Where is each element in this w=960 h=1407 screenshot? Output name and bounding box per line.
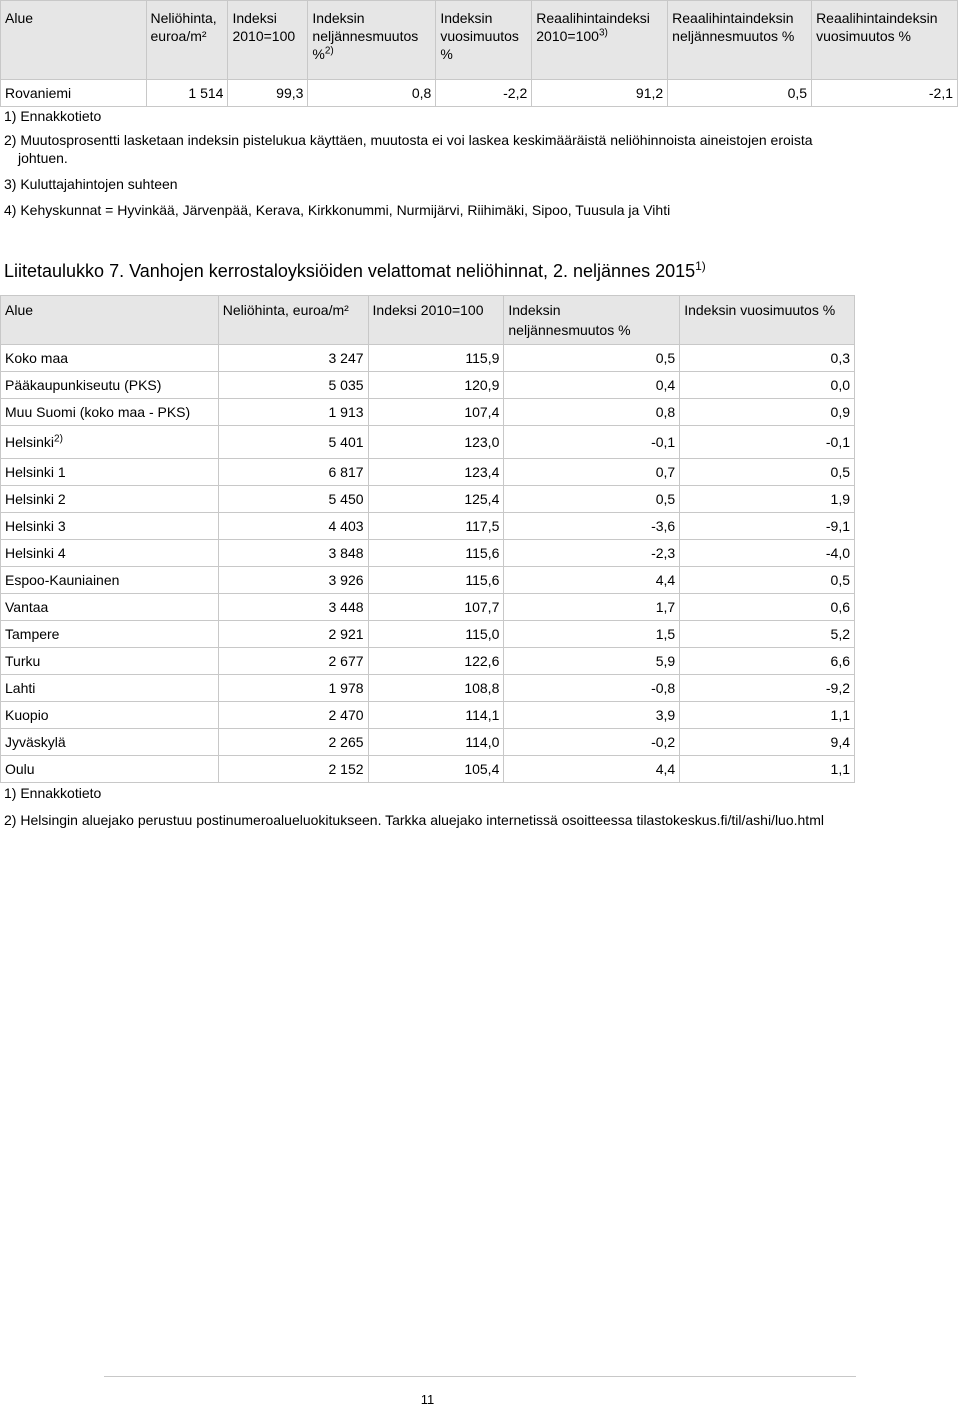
table-title: Liitetaulukko 7. Vanhojen kerrostaloyksiöiden velattomat neliöhinnat, 2. neljännes 2015$^{1)}$	[4, 259, 706, 281]
cell-vuosimuutos: 1,9	[680, 486, 855, 513]
cell-vuosimuutos: 5,2	[680, 621, 855, 648]
cell-alue: Lahti	[1, 675, 219, 702]
cell-neljannesmuutos: 4,4	[504, 756, 680, 783]
footnote-2-line1: 2) Muutosprosentti lasketaan indeksin pistelukua käyttäen, muutosta ei voi laskea keskimääräistä neliöhinnoista aineistojen eroista	[4, 132, 813, 148]
cell-neljannesmuutos: 0,8	[504, 399, 680, 426]
page-number: 11	[420, 1392, 435, 1407]
cell-vuosimuutos: 0,5	[680, 459, 855, 486]
col-header-alue: Alue	[1, 1, 147, 80]
cell-indeksi: 125,4	[368, 486, 504, 513]
cell-vuosimuutos: 0,6	[680, 594, 855, 621]
cell-vuosimuutos: 6,6	[680, 648, 855, 675]
cell-alue: Tampere	[1, 621, 219, 648]
cell-neljannesmuutos: 0,5	[504, 345, 680, 372]
table-row	[1, 729, 855, 756]
cell-alue: Helsinki 4	[1, 540, 219, 567]
table-row	[1, 80, 958, 107]
cell-neliohinta: 3 448	[218, 594, 368, 621]
col-header-neliohinta: Neliöhinta, euroa/m²	[218, 296, 368, 345]
cell-neljannesmuutos: 0,4	[504, 372, 680, 399]
cell-neliohinta: 5 450	[218, 486, 368, 513]
cell-indeksi: 99,3	[228, 80, 308, 107]
col-header-neljannesmuutos: Indeksin neljännesmuutos %$^{2)}$	[308, 1, 436, 80]
cell-indeksi: 115,0	[368, 621, 504, 648]
cell-indeksi: 123,4	[368, 459, 504, 486]
cell-alue: Espoo-Kauniainen	[1, 567, 219, 594]
footnote-4: 4) Kehyskunnat = Hyvinkää, Järvenpää, Kerava, Kirkkonummi, Nurmijärvi, Riihimäki, Sipoo, Tuusula ja Vihti	[4, 202, 671, 218]
table-rovaniemi	[0, 0, 958, 107]
cell-alue: Turku	[1, 648, 219, 675]
table-row	[1, 459, 855, 486]
col-header-neliohinta: Neliöhinta, euroa/m²	[146, 1, 228, 80]
table-row	[1, 513, 855, 540]
table-row	[1, 399, 855, 426]
cell-neljannesmuutos: 5,9	[504, 648, 680, 675]
table-row	[1, 345, 855, 372]
table-neliohinnat	[0, 295, 855, 783]
col-header-reaalihintaindeksi: Reaalihintaindeksi $2010=100^{3)}$	[532, 1, 668, 80]
cell-neliohinta: 3 926	[218, 567, 368, 594]
col-header-indeksi: Indeksi 2010=100	[228, 1, 308, 80]
cell-alue: Rovaniemi	[1, 80, 147, 107]
footnote-2	[4, 131, 864, 167]
cell-neljannesmuutos: 0,8	[308, 80, 436, 107]
footnote-1: 1) Ennakkotieto	[4, 785, 102, 801]
cell-alue: Helsinki 2	[1, 486, 219, 513]
cell-reaalihintaindeksi: 91,2	[532, 80, 668, 107]
cell-indeksi: 122,6	[368, 648, 504, 675]
col-header-neljannesmuutos: Indeksin neljännesmuutos %	[504, 296, 680, 345]
cell-vuosimuutos: -2,2	[436, 80, 532, 107]
cell-neliohinta: 2 921	[218, 621, 368, 648]
cell-neljannesmuutos: -3,6	[504, 513, 680, 540]
cell-vuosimuutos: 0,9	[680, 399, 855, 426]
table-row	[1, 675, 855, 702]
cell-alue: Pääkaupunkiseutu (PKS)	[1, 372, 219, 399]
cell-vuosimuutos: 0,0	[680, 372, 855, 399]
cell-vuosimuutos: 0,5	[680, 567, 855, 594]
cell-neljannesmuutos: -0,8	[504, 675, 680, 702]
cell-indeksi: 115,6	[368, 540, 504, 567]
cell-alue: Muu Suomi (koko maa - PKS)	[1, 399, 219, 426]
cell-neliohinta: 5 401	[218, 426, 368, 459]
table-row	[1, 540, 855, 567]
cell-vuosimuutos: 1,1	[680, 756, 855, 783]
cell-neljannesmuutos: -0,2	[504, 729, 680, 756]
cell-neljannesmuutos: 0,7	[504, 459, 680, 486]
footnote-1: 1) Ennakkotieto	[4, 108, 102, 124]
cell-indeksi: 105,4	[368, 756, 504, 783]
cell-neljannesmuutos: -0,1	[504, 426, 680, 459]
cell-neliohinta: 2 265	[218, 729, 368, 756]
table-row	[1, 648, 855, 675]
col-header-reaali-neljannesmuutos: Reaalihintaindeksin neljännesmuutos %	[668, 1, 812, 80]
cell-indeksi: 115,6	[368, 567, 504, 594]
cell-neljannesmuutos: -2,3	[504, 540, 680, 567]
cell-indeksi: 114,1	[368, 702, 504, 729]
cell-neljannesmuutos: 1,7	[504, 594, 680, 621]
cell-neliohinta: 1 978	[218, 675, 368, 702]
col-header-vuosimuutos: Indeksin vuosimuutos %	[436, 1, 532, 80]
table-row	[1, 567, 855, 594]
table-header-row	[1, 1, 958, 80]
table-row	[1, 756, 855, 783]
cell-indeksi: 108,8	[368, 675, 504, 702]
table-header-row	[1, 296, 855, 345]
cell-indeksi: 107,4	[368, 399, 504, 426]
cell-alue: Helsinki 1	[1, 459, 219, 486]
cell-vuosimuutos: 1,1	[680, 702, 855, 729]
cell-neljannesmuutos: 4,4	[504, 567, 680, 594]
cell-alue: Kuopio	[1, 702, 219, 729]
cell-neljannesmuutos: 0,5	[504, 486, 680, 513]
cell-neliohinta: 6 817	[218, 459, 368, 486]
cell-neliohinta: 2 677	[218, 648, 368, 675]
footer-divider	[104, 1376, 856, 1377]
cell-indeksi: 120,9	[368, 372, 504, 399]
cell-alue: Oulu	[1, 756, 219, 783]
table-row	[1, 486, 855, 513]
cell-indeksi: 117,5	[368, 513, 504, 540]
cell-neliohinta: 3 247	[218, 345, 368, 372]
footnote-2-line2: johtuen.	[18, 150, 68, 166]
cell-alue: Helsinki 3	[1, 513, 219, 540]
footnote-2: 2) Helsingin aluejako perustuu postinumeroalueluokitukseen. Tarkka aluejako internetissä osoitteessa tilastokeskus.fi/til/ashi/luo.html	[4, 812, 824, 828]
cell-vuosimuutos: -9,1	[680, 513, 855, 540]
cell-alue: Koko maa	[1, 345, 219, 372]
cell-vuosimuutos: -0,1	[680, 426, 855, 459]
cell-neljannesmuutos: 3,9	[504, 702, 680, 729]
cell-vuosimuutos: 9,4	[680, 729, 855, 756]
table-row	[1, 594, 855, 621]
cell-indeksi: 123,0	[368, 426, 504, 459]
cell-neljannesmuutos: 1,5	[504, 621, 680, 648]
col-header-alue: Alue	[1, 296, 219, 345]
footnote-3: 3) Kuluttajahintojen suhteen	[4, 176, 178, 192]
cell-neliohinta: 4 403	[218, 513, 368, 540]
cell-alue: Vantaa	[1, 594, 219, 621]
cell-neliohinta: 1 913	[218, 399, 368, 426]
cell-alue: Helsinki$^{2)}$	[1, 426, 219, 459]
cell-alue: Jyväskylä	[1, 729, 219, 756]
col-header-reaali-vuosimuutos: Reaalihintaindeksin vuosimuutos %	[812, 1, 958, 80]
cell-indeksi: 115,9	[368, 345, 504, 372]
col-header-vuosimuutos: Indeksin vuosimuutos %	[680, 296, 855, 345]
cell-reaali-vuosimuutos: -2,1	[812, 80, 958, 107]
cell-reaali-neljannesmuutos: 0,5	[668, 80, 812, 107]
table-row	[1, 372, 855, 399]
cell-neliohinta: 3 848	[218, 540, 368, 567]
cell-indeksi: 107,7	[368, 594, 504, 621]
col-header-indeksi: Indeksi 2010=100	[368, 296, 504, 345]
cell-vuosimuutos: 0,3	[680, 345, 855, 372]
cell-vuosimuutos: -4,0	[680, 540, 855, 567]
cell-indeksi: 114,0	[368, 729, 504, 756]
cell-neliohinta: 5 035	[218, 372, 368, 399]
cell-neliohinta: 1 514	[146, 80, 228, 107]
cell-vuosimuutos: -9,2	[680, 675, 855, 702]
cell-neliohinta: 2 152	[218, 756, 368, 783]
table-row	[1, 621, 855, 648]
cell-neliohinta: 2 470	[218, 702, 368, 729]
table-row	[1, 426, 855, 459]
table-row	[1, 702, 855, 729]
